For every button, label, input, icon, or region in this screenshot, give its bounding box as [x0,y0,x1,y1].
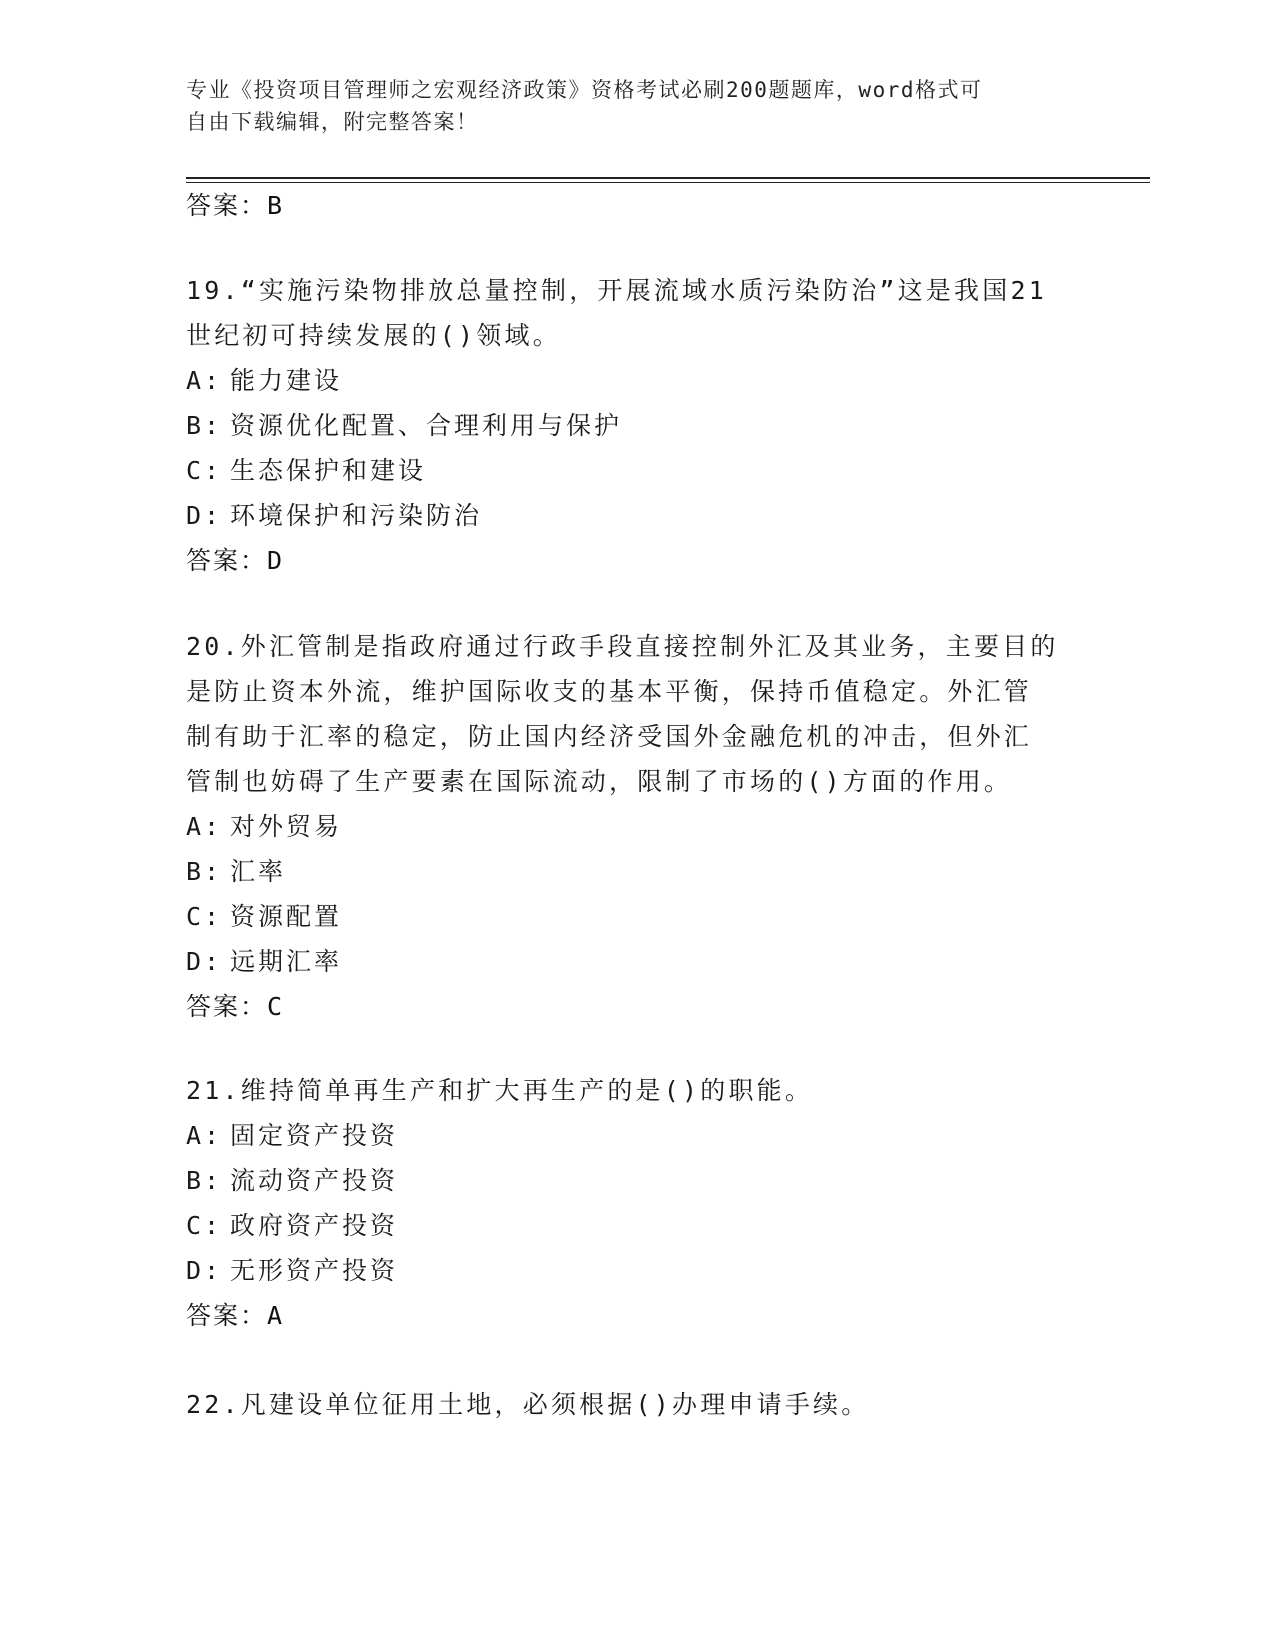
stem-line: 是防止资本外流，维护国际收支的基本平衡，保持币值稳定。外汇管 [186,677,1033,706]
question-stem [186,624,1086,804]
option-letter: C: [186,1211,223,1240]
option-text: 汇率 [230,857,287,886]
question-stem [186,268,1086,358]
option-d [186,493,1086,538]
option-letter: A: [186,812,223,841]
option-text: 远期汇率 [230,947,343,976]
option-d [186,939,1086,984]
stem-line: 管制也妨碍了生产要素在国际流动，限制了市场的()方面的作用。 [186,767,1013,796]
option-c [186,448,1086,493]
option-text: 对外贸易 [230,812,343,841]
option-text: 政府资产投资 [230,1211,399,1240]
question-21 [186,1068,1086,1338]
header-line-2: 自由下载编辑，附完整答案！ [186,110,479,134]
header-line-1: 专业《投资项目管理师之宏观经济政策》资格考试必刷200题题库，word格式可 [186,78,983,102]
question-stem [186,1068,1086,1113]
option-text: 固定资产投资 [230,1121,399,1150]
option-letter: A: [186,1121,223,1150]
option-a [186,804,1086,849]
option-letter: D: [186,947,223,976]
option-letter: B: [186,857,223,886]
option-letter: D: [186,1256,223,1285]
stem-line: 21.维持简单再生产和扩大再生产的是()的职能。 [186,1076,814,1105]
option-letter: C: [186,456,223,485]
answer-line: 答案：D [186,546,285,575]
previous-answer: 答案：B [186,191,285,220]
stem-line: 20.外汇管制是指政府通过行政手段直接控制外汇及其业务，主要目的 [186,632,1059,661]
option-letter: B: [186,411,223,440]
option-c [186,894,1086,939]
header-rule-thin [186,182,1150,183]
option-text: 能力建设 [230,366,343,395]
option-text: 资源优化配置、合理利用与保护 [230,411,623,440]
question-20 [186,624,1086,1029]
answer-line: 答案：A [186,1301,285,1330]
option-b [186,403,1086,448]
option-b [186,849,1086,894]
document-header [186,74,1086,138]
option-letter: D: [186,501,223,530]
stem-line: 制有助于汇率的稳定，防止国内经济受国外金融危机的冲击，但外汇 [186,722,1033,751]
option-text: 无形资产投资 [230,1256,399,1285]
option-text: 资源配置 [230,902,343,931]
header-rule-thick [186,177,1150,179]
question-19 [186,268,1086,583]
option-a [186,1113,1086,1158]
option-text: 流动资产投资 [230,1166,399,1195]
question-22 [186,1382,1086,1427]
option-a [186,358,1086,403]
answer-line: 答案：C [186,992,285,1021]
stem-line: 22.凡建设单位征用土地，必须根据()办理申请手续。 [186,1390,870,1419]
option-letter: B: [186,1166,223,1195]
question-stem [186,1382,1086,1427]
option-c [186,1203,1086,1248]
option-text: 环境保护和污染防治 [230,501,483,530]
option-letter: C: [186,902,223,931]
option-letter: A: [186,366,223,395]
option-d [186,1248,1086,1293]
stem-line: 世纪初可持续发展的()领域。 [186,321,561,350]
option-b [186,1158,1086,1203]
stem-line: 19.“实施污染物排放总量控制，开展流域水质污染防治”这是我国21 [186,276,1047,305]
option-text: 生态保护和建设 [230,456,427,485]
